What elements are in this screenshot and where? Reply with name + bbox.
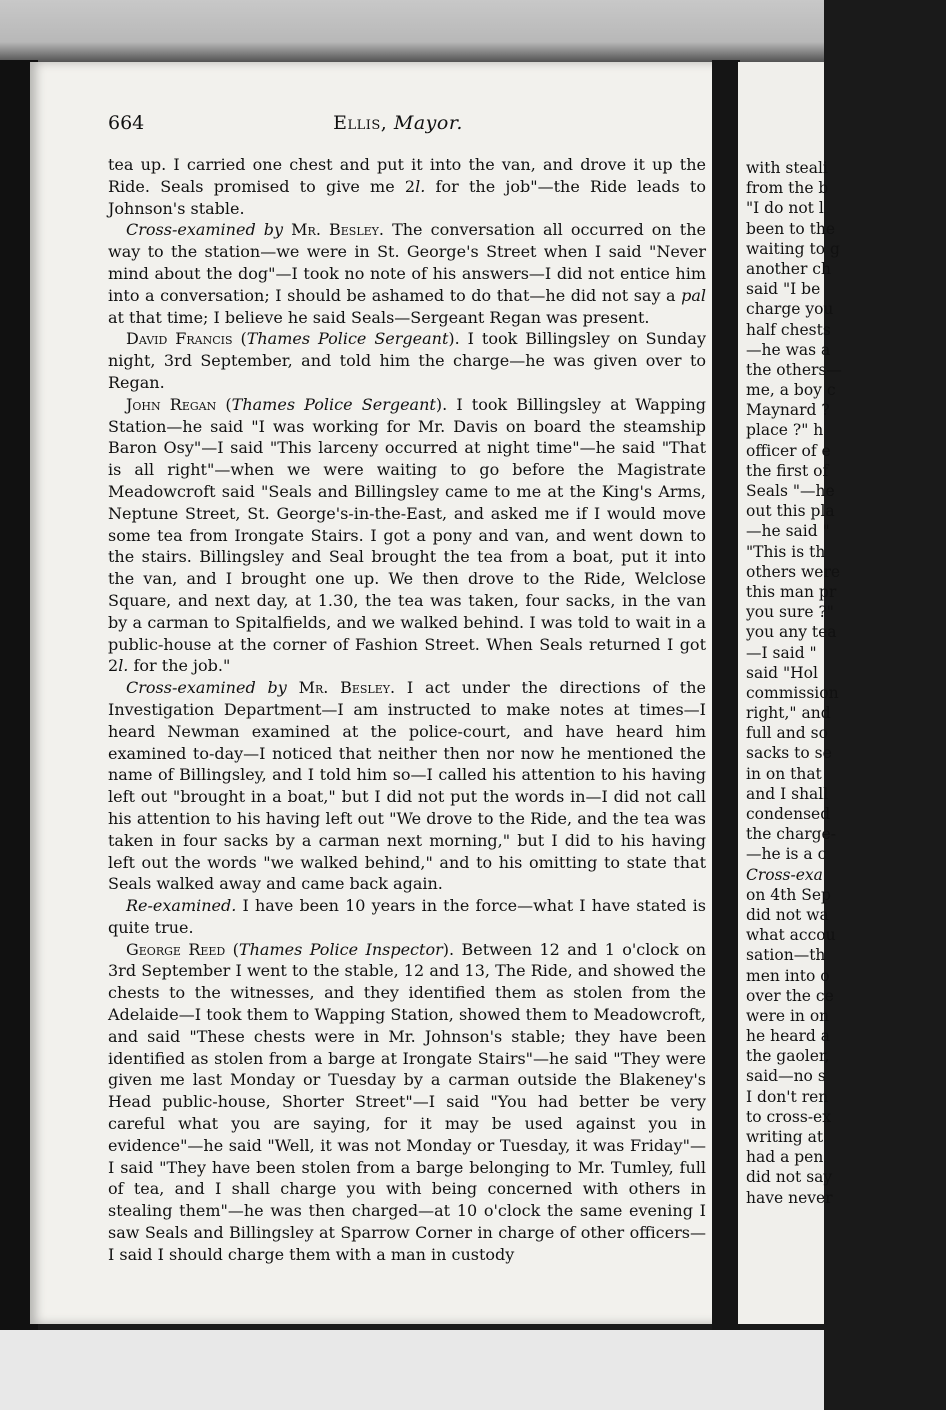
facing-line: the gaoler, [746, 1047, 830, 1066]
facing-page [738, 62, 842, 1324]
facing-line: —he was a [746, 340, 831, 359]
facing-line: condensed [746, 805, 831, 823]
text-run: at that time; I believe he said Seals—Sergeant Regan was present. [108, 307, 650, 327]
facing-line: with steali [746, 159, 828, 177]
italic-text: Thames Police Inspector [238, 939, 443, 959]
facing-line: Maynard ? [746, 401, 830, 420]
text-run: I have been 10 years in the force—what I have stated is quite true. [108, 896, 706, 937]
facing-line: sation—th [746, 946, 826, 965]
facing-line: this man pr [746, 582, 837, 601]
running-head-separator: , [380, 112, 394, 134]
text-run: ). I took Billingsley on Sunday night, 3rd September, and told him the charge—he was given over to Regan. [108, 329, 707, 392]
paragraph [108, 895, 706, 939]
running-head [108, 112, 688, 134]
facing-line: right," and [746, 704, 831, 723]
facing-line: you any tea [746, 623, 837, 642]
scanner-bottom-edge [0, 1330, 824, 1410]
facing-line: me, a boy c [746, 381, 836, 400]
facing-line: —I said " [746, 643, 817, 662]
facing-line: what accou [746, 926, 836, 945]
facing-line: full and so [746, 724, 828, 743]
speaker-name: John Regan [126, 394, 217, 414]
facing-line: Seals "—he [746, 482, 835, 500]
paragraph [108, 328, 706, 393]
running-head-title: Mayor. [393, 112, 463, 134]
page-header [108, 112, 700, 144]
scanner-top-edge [0, 0, 824, 70]
paragraph [108, 394, 706, 677]
facing-line: and I shall [746, 784, 829, 803]
text-run: The conversation all occurred on the way to the station—we were in St. George's Street when I said "Never mind about the dog"—I took no note of his answers—I did not entice him into a conversation; I should be ashamed to do that—he did not say a [108, 220, 707, 305]
facing-line: charge you [746, 300, 834, 319]
facing-line: half chests [746, 320, 831, 339]
facing-line: were in on [746, 1006, 830, 1025]
facing-line: in on that [746, 764, 822, 783]
italic-text: Cross-examined by [126, 220, 284, 240]
paragraph [108, 154, 706, 219]
text-run: I act under the directions of the Investigation Department—I am instructed to make notes at times—I heard Newman examined at the police-court, and have heard him examined to-day—I noticed that neither then nor now he mentioned the name of Billingsley, and I told him so—I called his attention to his having left out "brought in a boat," but I did not put the words in—I did not call his attention to his having left out "We drove to the Ride, and the tea was taken in four sacks by a carman next morning," but I did to his having left out the words "we walked behind," and to his omitting to state that Seals walked away and came back again. [108, 678, 706, 894]
text-run [283, 220, 291, 239]
paragraph [108, 219, 706, 328]
speaker-name: David Francis [126, 329, 233, 349]
facing-line: you sure ?" [746, 603, 834, 622]
running-head-name: Ellis [333, 112, 381, 134]
facing-line: waiting to g [746, 239, 840, 258]
facing-line: writing at [746, 1128, 824, 1146]
facing-line: said—no s [746, 1067, 826, 1086]
text-run: tea up. I carried one chest and put it into the van, and drove it up the Ride. Seals promised to give me 2 [108, 155, 706, 196]
facing-line: have never [746, 1188, 833, 1207]
facing-line: —he said " [746, 522, 830, 541]
facing-line: sacks to se [746, 744, 832, 763]
speaker-name: George Reed [126, 939, 226, 959]
italic-text: Re-examined. [126, 896, 237, 916]
facing-line: —he is a c [746, 845, 827, 864]
facing-line: been to the [746, 219, 836, 238]
facing-line: he heard a [746, 1027, 830, 1046]
facing-line: over the ce [746, 986, 834, 1005]
facing-line: the first of [746, 461, 829, 480]
italic-text: l. [415, 176, 426, 196]
text-run [287, 678, 299, 697]
facing-line: Cross-exa [746, 865, 823, 884]
facing-line: the charge- [746, 825, 836, 844]
text-run: ). Between 12 and 1 o'clock on 3rd September I went to the stable, 12 and 13, The Ride, and showed the chests to the witnesses, and they identified them as stolen from the Adelaide—I took them to Wapping Station, showed them to Meadowcroft, and said "These chests were in Mr. Johnson's stable; they have been identified as stolen from a barge at Irongate Stairs"—he said "They were given me last Monday or Tuesday by a carman outside the Blakeney's Head public-house, Shorter Street"—I said "You had better be very careful what you are saying, for it may be used against you in evidence"—he said "Well, it was not Monday or Tuesday, it was Friday"—I said "They have been stolen from a barge belonging to Mr. Tumley, full of tea, and I shall charge you with being concerned with others in stealing them"—he was then charged—at 10 o'clock the same evening I saw Seals and Billingsley at Sparrow Corner in charge of other officers—I said I should charge them with a man in custody [108, 939, 707, 1264]
facing-line: from the b [746, 179, 829, 198]
text-run: for the job." [128, 656, 231, 676]
facing-line: on 4th Sep [746, 885, 831, 904]
book-gutter [712, 60, 740, 1330]
italic-text: Thames Police Sergeant [246, 329, 449, 349]
facing-line: others were [746, 562, 841, 581]
facing-line: said "I be [746, 280, 821, 299]
paragraph [108, 677, 706, 895]
italic-text: pal [681, 285, 706, 305]
page-number: 664 [108, 112, 145, 134]
text-run: ( [225, 939, 239, 959]
italic-text: l. [118, 656, 129, 676]
text-run: for the job"—the Ride leads to Johnson's stable. [108, 176, 706, 218]
italic-text: Thames Police Sergeant [231, 394, 436, 414]
facing-line: "I do not l [746, 199, 824, 218]
italic-text: Cross-examined by [126, 678, 287, 698]
facing-line: the others— [746, 360, 842, 379]
text-run: ( [216, 394, 232, 414]
speaker-name: Mr. Besley. [298, 678, 396, 698]
facing-line: had a pen [746, 1148, 824, 1167]
facing-line: I don't ren [746, 1087, 829, 1106]
facing-line: commission [746, 683, 839, 702]
facing-line: place ?" h [746, 421, 824, 440]
facing-line: "This is th [746, 542, 826, 561]
paragraph [108, 939, 706, 1266]
text-run: ( [232, 329, 247, 349]
text-run: ). I took Billingsley at Wapping Station—he said "I was working for Mr. Davis on board the steamship Baron Osy"—I said "This larceny occurred at night time"—he said "That is all right"—when we were waiting to go before the Magistrate Meadowcroft said "Seals and Billingsley came to me at the King's Arms, Neptune Street, St. George's-in-the-East, and asked me if I would move some tea from Irongate Stairs. I got a pony and van, and went down to the stairs. Billingsley and Seal brought the tea from a boat, put it into the van, and I brought one up. We then drove to the Ride, Welclose Square, and next day, at 1.30, the tea was taken, four sacks, in the van by a carman to Spitalfields, and we walked behind. I was told to wait in a public-house at the corner of Fashion Street. When Seals returned I got 2 [108, 394, 706, 676]
facing-line: did not say [746, 1168, 833, 1187]
facing-line: did not wa [746, 905, 829, 924]
facing-line: out this pla [746, 502, 835, 521]
facing-line: men into o [746, 966, 830, 985]
facing-line: officer of e [746, 441, 831, 460]
speaker-name: Mr. Besley. [291, 220, 384, 240]
page-body [108, 154, 706, 1266]
facing-line: said "Hol [746, 663, 818, 682]
facing-page-text [746, 158, 946, 1208]
facing-line: to cross-ex [746, 1107, 831, 1126]
facing-line: another ch [746, 259, 831, 278]
